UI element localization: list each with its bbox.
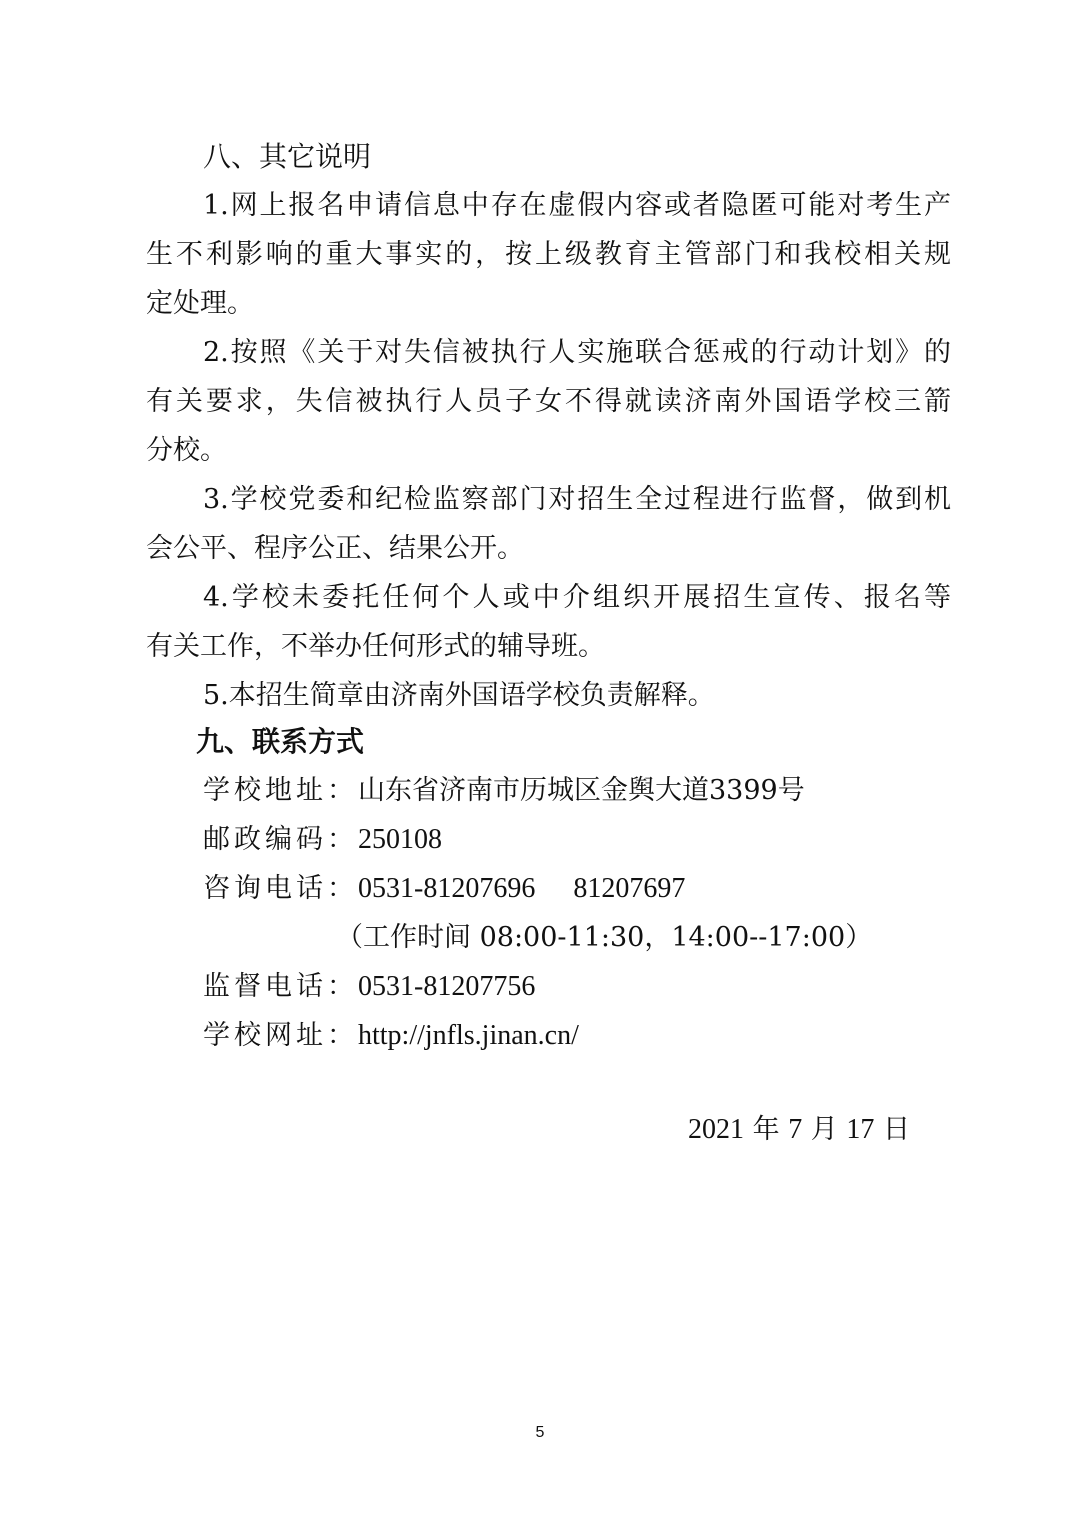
website-label: 学校网址： (203, 1020, 358, 1051)
postcode-label: 邮政编码： (203, 824, 358, 855)
consult-phone-value: 0531-81207696 (358, 873, 536, 904)
work-hours: （工作时间 08:00-11:30，14:00--17:00） (336, 922, 873, 953)
item-4-line-1: 4.学校未委托任何个人或中介组织开展招生宣传、报名等 (203, 582, 951, 613)
contact-consult-phone (203, 869, 685, 909)
consult-phone-label: 咨询电话： (203, 873, 358, 904)
postcode-value: 250108 (358, 824, 442, 855)
date-year: 2021 (688, 1114, 744, 1145)
consult-phone-value-2: 81207697 (573, 873, 686, 904)
contact-postcode (203, 820, 442, 860)
section-9-heading: 九、联系方式 (196, 725, 365, 758)
item-5-line-1: 5.本招生简章由济南外国语学校负责解释。 (203, 680, 715, 711)
date-day-unit: 日 (882, 1114, 910, 1145)
document-date (688, 1110, 910, 1150)
address-label: 学校地址： (203, 775, 358, 806)
address-value: 山东省济南市历城区金舆大道3399号 (358, 775, 805, 806)
supervise-phone-value: 0531-81207756 (358, 971, 536, 1002)
item-1-line-1: 1.网上报名申请信息中存在虚假内容或者隐匿可能对考生产 (203, 190, 951, 221)
date-month-unit: 月 (810, 1114, 838, 1145)
item-2-line-3: 分校。 (146, 435, 227, 466)
date-day: 17 (846, 1114, 875, 1145)
item-2-line-1: 2.按照《关于对失信被执行人实施联合惩戒的行动计划》的 (203, 337, 951, 368)
item-1-line-2: 生不利影响的重大事实的，按上级教育主管部门和我校相关规 (146, 239, 951, 270)
contact-website (203, 1016, 579, 1056)
date-year-unit: 年 (752, 1114, 780, 1145)
item-4-line-2: 有关工作，不举办任何形式的辅导班。 (146, 631, 605, 662)
contact-supervise-phone (203, 967, 535, 1007)
item-2-line-2: 有关要求，失信被执行人员子女不得就读济南外国语学校三箭 (146, 386, 951, 417)
supervise-phone-label: 监督电话： (203, 971, 358, 1002)
contact-address (203, 771, 805, 811)
page-number: 5 (535, 1424, 545, 1441)
item-3-line-1: 3.学校党委和纪检监察部门对招生全过程进行监督，做到机 (203, 484, 951, 515)
website-value: http://jnfls.jinan.cn/ (358, 1020, 579, 1051)
item-1-line-3: 定处理。 (146, 288, 254, 319)
date-month: 7 (788, 1114, 803, 1145)
section-8-heading: 八、其它说明 (203, 140, 372, 173)
item-3-line-2: 会公平、程序公正、结果公开。 (146, 533, 524, 564)
